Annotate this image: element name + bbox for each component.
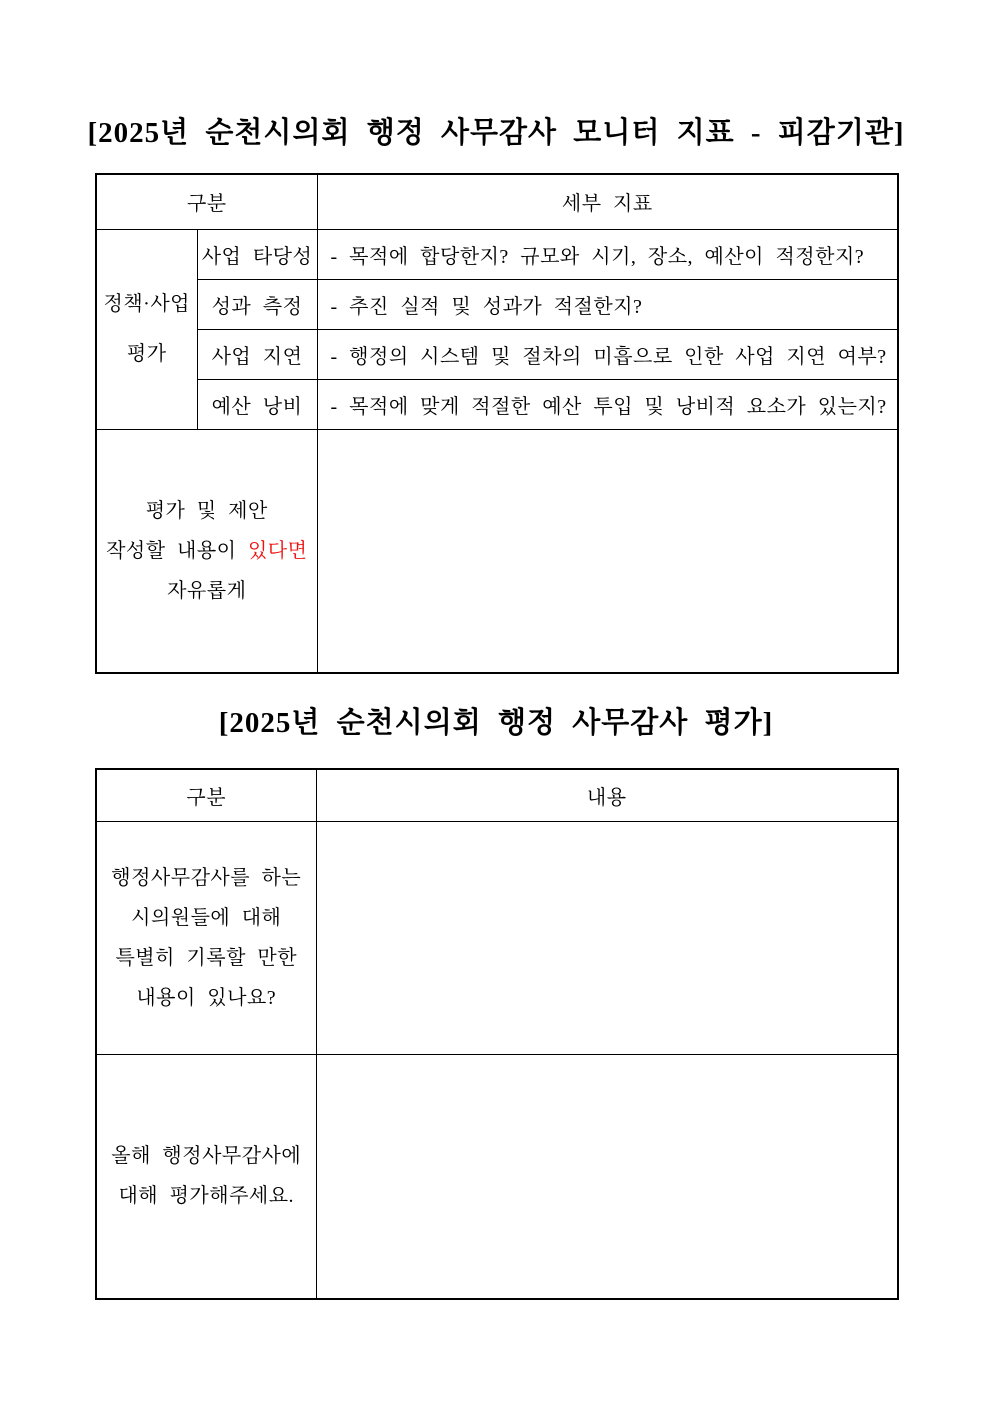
indicator-label-budget-waste: 예산 낭비 [197, 379, 317, 429]
indicator-row-validity [96, 229, 898, 279]
free-response-row [96, 429, 898, 673]
indicator-row-delay [96, 329, 898, 379]
monitor-indicator-table [95, 173, 899, 674]
question-overall-line-1: 올해 행정사무감사에 [111, 1145, 302, 1168]
indicator-label-delay: 사업 지연 [197, 329, 317, 379]
free-response-line-3: 자유롭게 [167, 579, 247, 602]
question-row-members [96, 821, 898, 1054]
table1-header-category: 구분 [96, 174, 317, 229]
category-line-1: 정책·사업 [103, 293, 190, 315]
indicator-detail-budget-waste: - 목적에 맞게 적절한 예산 투입 및 낭비적 요소가 있는지? [317, 379, 898, 429]
question-members-line-3: 특별히 기록할 만한 [115, 946, 298, 969]
category-line-2: 평가 [126, 343, 167, 365]
section1-title: [2025년 순천시의회 행정 사무감사 모니터 지표 - 피감기관] [87, 117, 905, 149]
category-group-cell [96, 229, 197, 429]
question-members-cell [96, 821, 316, 1054]
question-row-overall [96, 1054, 898, 1299]
indicator-detail-delay: - 행정의 시스템 및 절차의 미흡으로 인한 사업 지연 여부? [317, 329, 898, 379]
indicator-detail-performance: - 추진 실적 및 성과가 적절한지? [317, 279, 898, 329]
indicator-row-performance [96, 279, 898, 329]
question-overall-line-2: 대해 평가해주세요. [118, 1185, 295, 1208]
question-overall-cell [96, 1054, 316, 1299]
free-response-line-2 [97, 531, 317, 571]
question-members-line-1: 행정사무감사를 하는 [111, 866, 302, 889]
question-members-answer-cell[interactable] [316, 821, 898, 1054]
question-members-line-2: 시의원들에 대해 [131, 906, 282, 929]
table2-header-category: 구분 [96, 769, 316, 821]
free-response-highlight: 있다면 [247, 539, 308, 562]
free-response-answer-cell[interactable] [317, 429, 898, 673]
question-members-line-4: 내용이 있나요? [136, 986, 277, 1009]
table1-header-detail: 세부 지표 [317, 174, 898, 229]
table2-header-content: 내용 [316, 769, 898, 821]
free-response-prompt-cell [96, 429, 317, 673]
indicator-label-performance: 성과 측정 [197, 279, 317, 329]
free-response-line-2-prefix: 작성할 내용이 [106, 539, 248, 562]
section2-title: [2025년 순천시의회 행정 사무감사 평가] [218, 707, 774, 739]
evaluation-table [95, 768, 899, 1300]
indicator-row-budget-waste [96, 379, 898, 429]
table1-header-row [96, 174, 898, 229]
table2-header-row [96, 769, 898, 821]
indicator-label-validity: 사업 타당성 [197, 229, 317, 279]
indicator-detail-validity: - 목적에 합당한지? 규모와 시기, 장소, 예산이 적정한지? [317, 229, 898, 279]
free-response-line-1: 평가 및 제안 [145, 499, 268, 522]
question-overall-answer-cell[interactable] [316, 1054, 898, 1299]
